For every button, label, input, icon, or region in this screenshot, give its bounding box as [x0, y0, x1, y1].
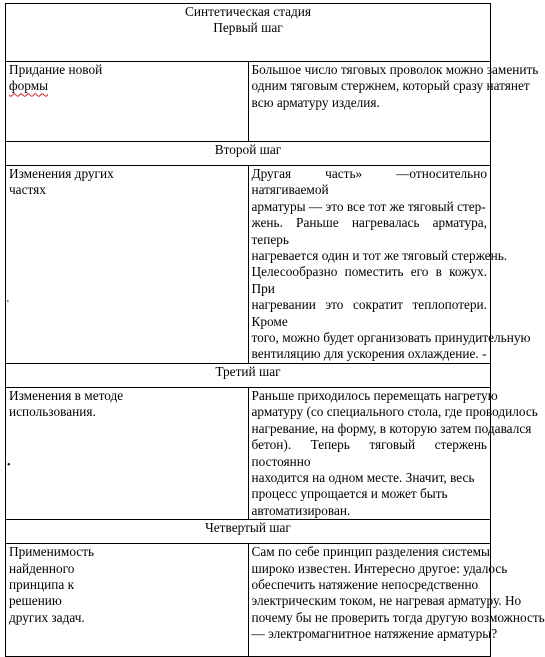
step-2-text-line: вентиляцию для ускорения охлаждение. -: [251, 346, 487, 362]
step-1-row: [6, 62, 491, 142]
step-4-left-line: найденного: [9, 560, 75, 576]
step-3-header: Третий шаг: [6, 363, 491, 387]
stray-mark: •: [7, 460, 11, 471]
step-4-text-line: — электромагнитное натяжение арматуры?: [251, 626, 498, 642]
stage-header-cell: [6, 4, 491, 62]
step-4-left-line: принципа к: [9, 576, 75, 592]
step-4-text-line: Сам по себе принцип разделения системы: [251, 544, 490, 560]
step-3-left-cell: [6, 387, 249, 519]
text-cursor: [490, 491, 491, 505]
step-2-text-line: арматуры — это все тот же тяговый стер-: [251, 198, 486, 214]
step-2-header: Второй шаг: [6, 142, 491, 166]
step-4-left-line: Применимость: [9, 544, 95, 560]
step-4-right-cell: [248, 544, 545, 657]
step-3-text-line: автоматизирован.: [251, 502, 351, 518]
step-4-left-line: решению: [9, 593, 62, 609]
stray-mark: ': [7, 299, 9, 310]
step-4-row: [6, 544, 491, 657]
step-2-text-line: Целесообразно поместить его в кожух. При: [251, 264, 487, 296]
step-1-text-line: Большое число тяговых проволок можно заменить: [251, 62, 539, 77]
step-2-left-line: Изменения других: [9, 166, 114, 181]
step-2-text-line: нагревании это сократит теплопотери. Кроме: [251, 297, 487, 329]
step-2-text-line: нагревается один и тот же тяговый стержень.: [251, 248, 508, 264]
step-3-text-line: бетон). Теперь тяговый стержень постоянно: [251, 437, 487, 469]
step-2-left-cell: [6, 166, 249, 364]
step-4-text-line: широко известен. Интересно другое: удалось: [251, 560, 508, 576]
step-3-text-line: находится на одном месте. Значит, весь: [251, 469, 475, 485]
step-3-left-line: использования.: [9, 404, 96, 420]
step-3-right-cell: [248, 387, 538, 519]
step-4-header: Четвертый шаг: [6, 520, 491, 544]
step-4-text-line: обеспечить натяжение непосредственно: [251, 576, 479, 592]
step-4-text-line: электрическим током, не нагревая арматуру. Но: [251, 593, 522, 609]
step-3-text-line: арматуру (со специального стола, где проводилось: [251, 404, 538, 420]
step-3-text-line: Раньше приходилось перемещать нагретую: [251, 387, 498, 403]
step-1-left-cell: [6, 62, 249, 142]
step-2-left-line: частях: [9, 182, 46, 198]
step-2-text-line: Другая часть» —относительно натягиваемой: [251, 166, 487, 198]
step-3-text-line: процесс упрощается и может быть: [251, 486, 448, 502]
step-1-header: Первый шаг: [213, 20, 283, 36]
step-4-left-line: других задач.: [9, 609, 85, 625]
step-3-left-line: Изменения в методе: [9, 387, 124, 403]
step-1-left-line: Придание новой: [9, 62, 103, 77]
step-1-text-line: одним тяговым стержнем, который сразу натянет: [251, 78, 530, 94]
step-2-right-cell: [248, 166, 531, 364]
step-1-right-cell: [248, 62, 539, 142]
synthesis-stage-table: [5, 3, 545, 657]
step-1-left-line: формы: [9, 78, 49, 94]
step-2-row: [6, 166, 491, 364]
step-2-text-line: жень. Раньше нагревалась арматура, теперь: [251, 215, 487, 247]
step-4-left-cell: [6, 544, 249, 657]
step-3-row: [6, 387, 491, 519]
step-3-text-line: нагревание, на форму, в которую затем подавался: [251, 420, 532, 436]
step-4-text-line: почему бы не проверить тогда другую возможность: [251, 609, 545, 625]
stage-title: Синтетическая стадия: [185, 4, 311, 19]
step-2-text-line: того, можно будет организовать принудительную: [251, 330, 531, 346]
step-1-text-line: всю арматуру изделия.: [251, 94, 380, 110]
